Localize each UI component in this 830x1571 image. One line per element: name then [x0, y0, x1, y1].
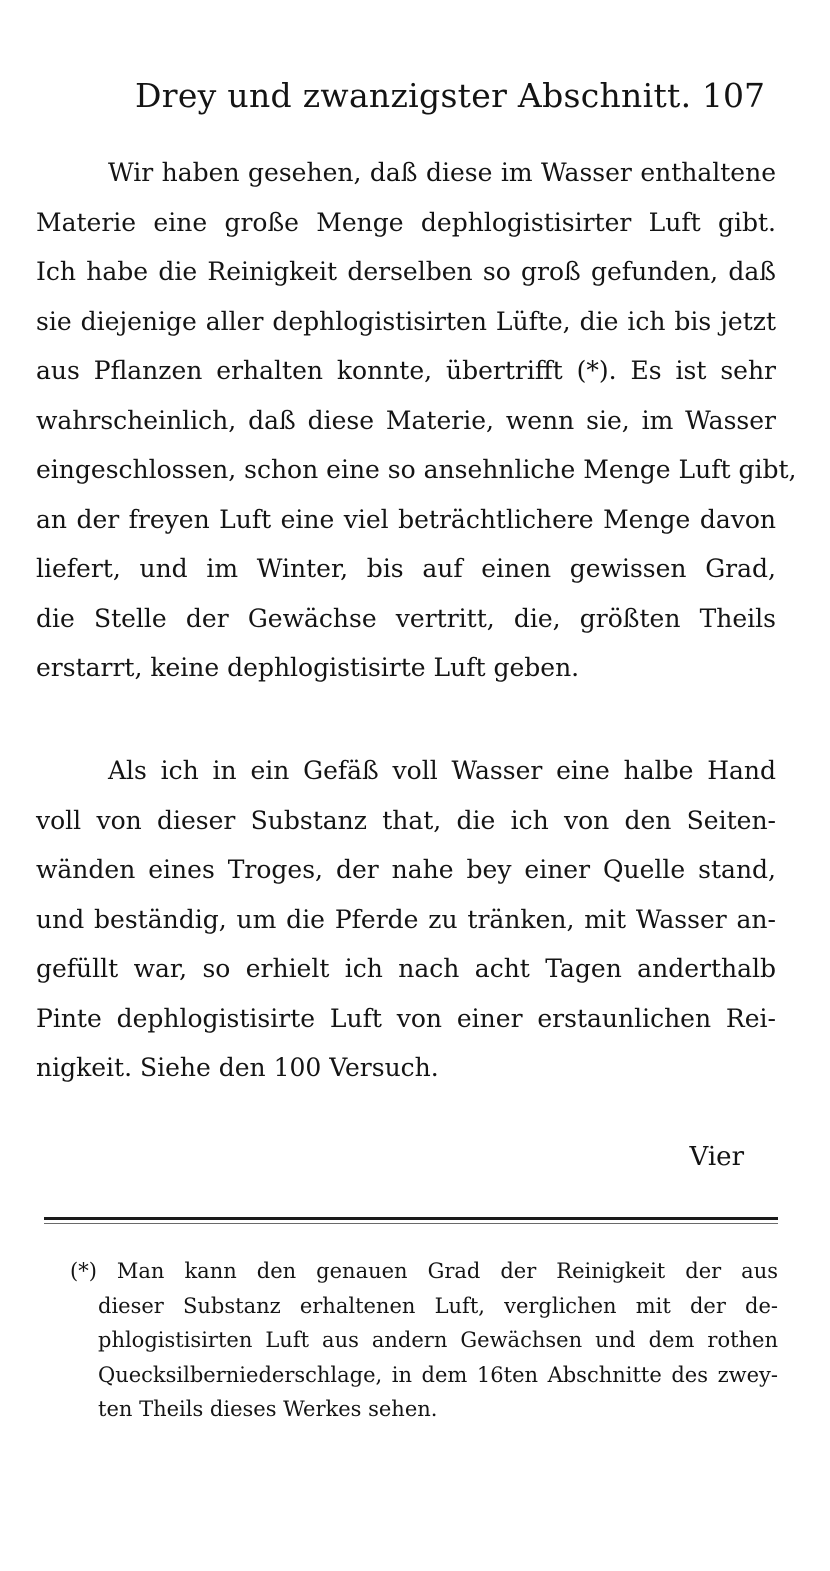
text-line: und beständig, um die Pferde zu tränken, mit Wasser an- [36, 904, 776, 934]
text-line: Als ich in ein Gefäß voll Wasser eine halbe Hand [108, 756, 776, 785]
text-line: wänden eines Troges, der nahe bey einer Quelle stand, [36, 855, 776, 884]
text-line: wahrscheinlich, daß diese Materie, wenn sie, im Wasser [36, 405, 776, 435]
text-line: eingeschlossen, schon eine so ansehnliche Menge Luft gibt, [36, 455, 797, 484]
paragraph-1 [36, 148, 797, 693]
text-line: aus Pflanzen erhalten konnte, übertrifft (*). Es ist sehr [36, 356, 776, 385]
text-line: Materie eine große Menge dephlogistisirter Luft gibt. [36, 207, 776, 237]
footnote [70, 1254, 778, 1427]
text-line: nigkeit. Siehe den 100 Versuch. [36, 1053, 439, 1082]
text-line: an der freyen Luft eine viel beträchtlichere Menge davon [36, 504, 776, 534]
catchword: Vier [689, 1142, 744, 1172]
text-line: liefert, und im Winter, bis auf einen gewissen Grad, [36, 554, 776, 583]
footnote-line: Quecksilberniederschlage, in dem 16ten Abschnitte des zwey- [98, 1362, 778, 1387]
text-line: Ich habe die Reinigkeit derselben so groß gefunden, daß [36, 257, 776, 286]
text-line: erstarrt, keine dephlogistisirte Luft geben. [36, 653, 580, 682]
footnote-divider [44, 1217, 778, 1220]
text-line: die Stelle der Gewächse vertritt, die, größten Theils [36, 603, 776, 633]
running-title: Drey und zwanzigster Abschnitt. [135, 76, 692, 115]
footnote-line: phlogistisirten Luft aus andern Gewächsen und dem rothen [98, 1328, 778, 1352]
text-line: voll von dieser Substanz that, die ich von den Seiten- [36, 805, 776, 835]
page-number: 107 [702, 76, 765, 115]
text-line: Pinte dephlogistisirte Luft von einer erstaunlichen Rei- [36, 1003, 776, 1033]
footnote-line: dieser Substanz erhaltenen Luft, verglichen mit der de- [98, 1293, 778, 1318]
text-line: gefüllt war, so erhielt ich nach acht Tagen anderthalb [36, 954, 776, 983]
paragraph-2 [36, 746, 776, 1093]
text-line: sie diejenige aller dephlogistisirten Lüfte, die ich bis jetzt [36, 306, 776, 336]
footnote-line: (*) Man kann den genauen Grad der Reinigkeit der aus [70, 1259, 778, 1283]
footnote-line: ten Theils dieses Werkes sehen. [98, 1397, 438, 1421]
running-head [135, 70, 775, 130]
text-line: Wir haben gesehen, daß diese im Wasser enthaltene [108, 158, 776, 187]
